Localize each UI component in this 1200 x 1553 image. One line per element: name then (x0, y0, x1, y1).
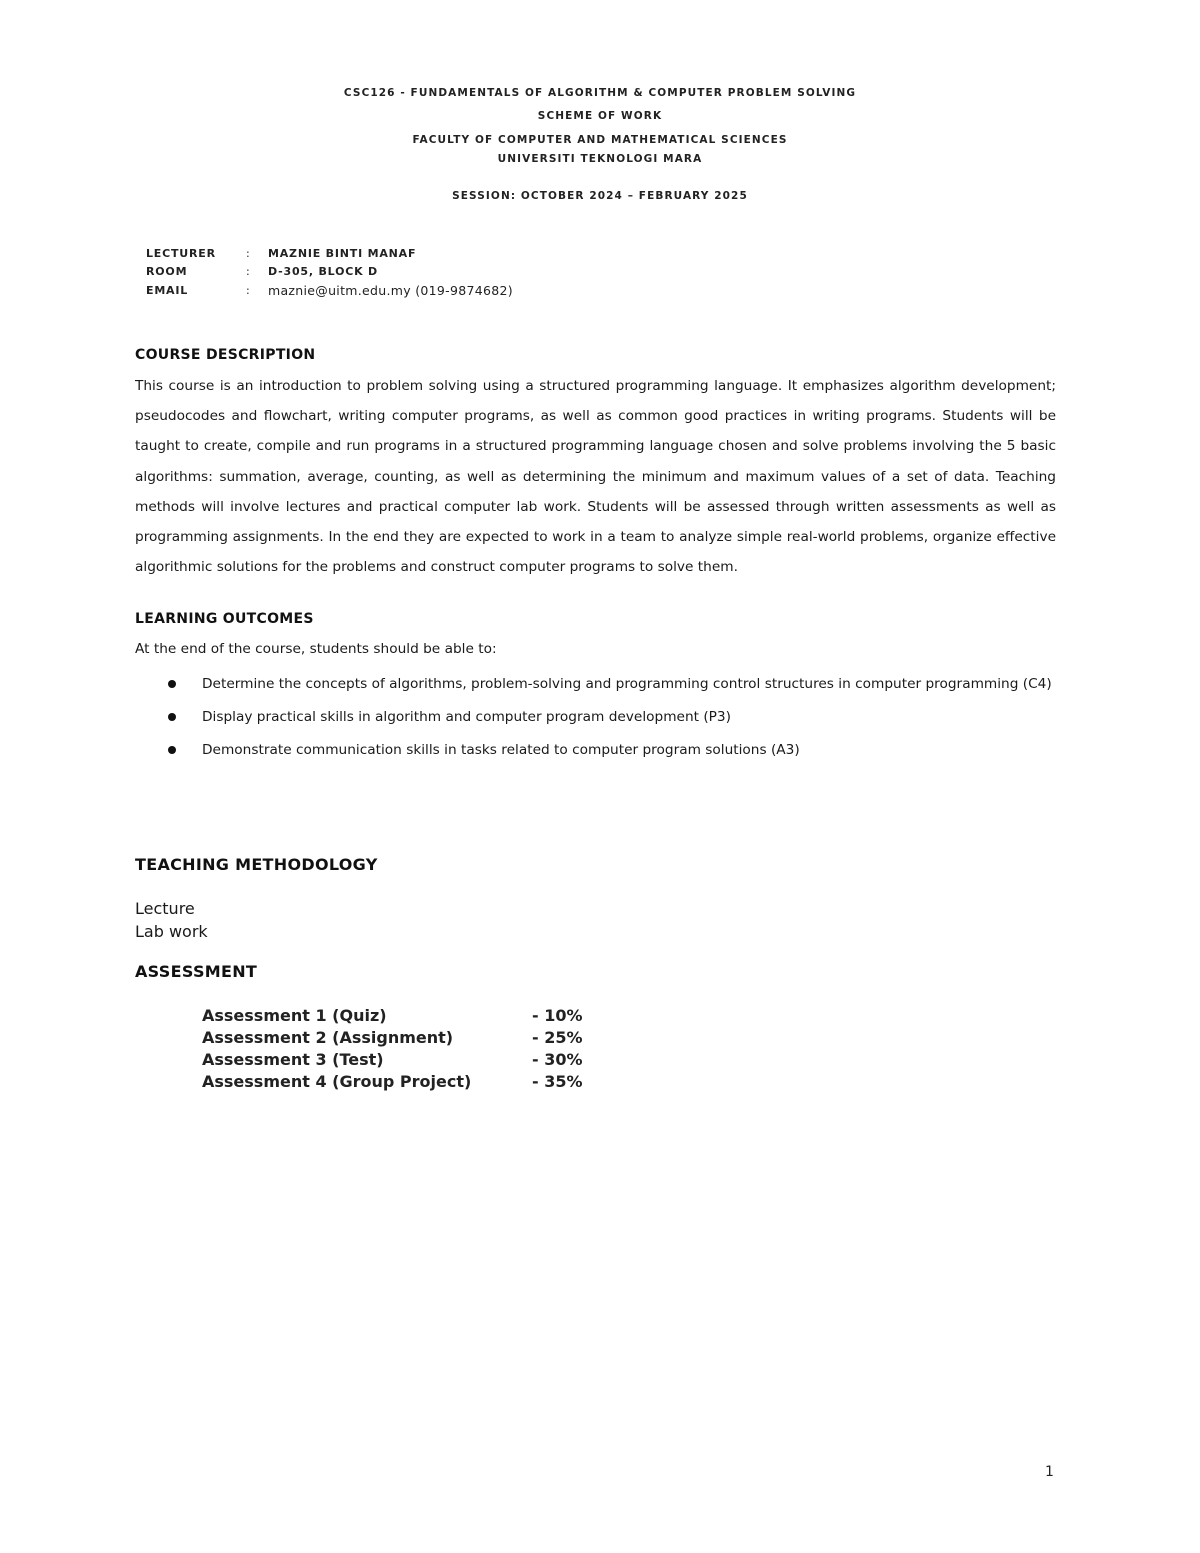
document-type: SCHEME OF WORK (537, 110, 663, 122)
room-label: ROOM (146, 265, 188, 279)
assessment-heading: ASSESSMENT (135, 962, 258, 981)
table-row (202, 1070, 612, 1092)
course-description-heading: COURSE DESCRIPTION (135, 347, 316, 363)
list-item (135, 670, 1056, 699)
assessment-weight: - 10% (532, 1006, 583, 1026)
teaching-method-lecture: Lecture (135, 899, 195, 918)
email-label: EMAIL (146, 283, 189, 297)
email-value[interactable]: maznie@uitm.edu.my (019-9874682) (268, 282, 513, 298)
bullet-icon (168, 680, 176, 688)
course-description-text: This course is an introduction to problem solving using a structured programming language. It emphasizes algorithm development; pseudocodes and flowchart, writing computer programs, as well as common good practices in writing programs. Students will be taught to create, compile and run programs in a structured programming language chosen and solve problems involving the 5 basic algorithms: summation, average, counting, as well as determining the minimum and maximum values of a set of data. Teaching methods will involve lectures and practical computer lab work. Students will be assessed through written assessments as well as programming assignments. In the end they are expected to work in a team to analyze simple real-world problems, organize effective algorithmic solutions for the problems and construct computer programs to solve them. (135, 378, 1056, 576)
lecturer-info (146, 244, 513, 300)
table-row (202, 1049, 612, 1071)
room-value: D-305, BLOCK D (268, 265, 378, 279)
room-separator: : (246, 265, 251, 279)
room-row (146, 263, 513, 282)
assessment-table (202, 1005, 612, 1092)
bullet-icon (168, 713, 176, 721)
lecturer-label: LECTURER (146, 246, 216, 260)
assessment-weight: - 25% (532, 1028, 583, 1048)
bullet-icon (168, 746, 176, 754)
table-row (202, 1027, 612, 1049)
learning-outcome-text: Determine the concepts of algorithms, problem-solving and programming control structures in computer programming (C4) (202, 676, 1052, 692)
learning-outcomes-heading: LEARNING OUTCOMES (135, 611, 314, 627)
table-row (202, 1005, 612, 1027)
course-title: CSC126 - FUNDAMENTALS OF ALGORITHM & COMPUTER PROBLEM SOLVING (343, 87, 857, 99)
assessment-weight: - 35% (532, 1071, 583, 1091)
assessment-weight: - 30% (532, 1049, 583, 1069)
lecturer-row (146, 244, 513, 263)
learning-outcome-text: Display practical skills in algorithm and computer program development (P3) (202, 709, 731, 725)
email-separator: : (246, 283, 251, 297)
university-name: UNIVERSITI TEKNOLOGI MARA (497, 153, 703, 165)
assessment-name: Assessment 2 (Assignment) (202, 1028, 454, 1048)
assessment-name: Assessment 3 (Test) (202, 1049, 384, 1069)
list-item (135, 736, 1056, 765)
list-item (135, 703, 1056, 732)
teaching-method-lab: Lab work (135, 922, 208, 941)
session-line: SESSION: OCTOBER 2024 – FEBRUARY 2025 (452, 190, 748, 202)
teaching-methodology-heading: TEACHING METHODOLOGY (135, 855, 378, 874)
learning-outcome-text: Demonstrate communication skills in tasks related to computer program solutions (A3) (202, 742, 800, 758)
assessment-name: Assessment 1 (Quiz) (202, 1006, 387, 1026)
learning-outcomes-intro: At the end of the course, students should be able to: (135, 641, 497, 657)
faculty-name: FACULTY OF COMPUTER AND MATHEMATICAL SCIENCES (412, 134, 788, 146)
page-number: 1 (1045, 1464, 1054, 1480)
learning-outcomes-list (135, 670, 1056, 769)
email-row (146, 281, 513, 300)
lecturer-name: MAZNIE BINTI MANAF (268, 246, 417, 260)
assessment-name: Assessment 4 (Group Project) (202, 1071, 472, 1091)
lecturer-separator: : (246, 246, 251, 260)
